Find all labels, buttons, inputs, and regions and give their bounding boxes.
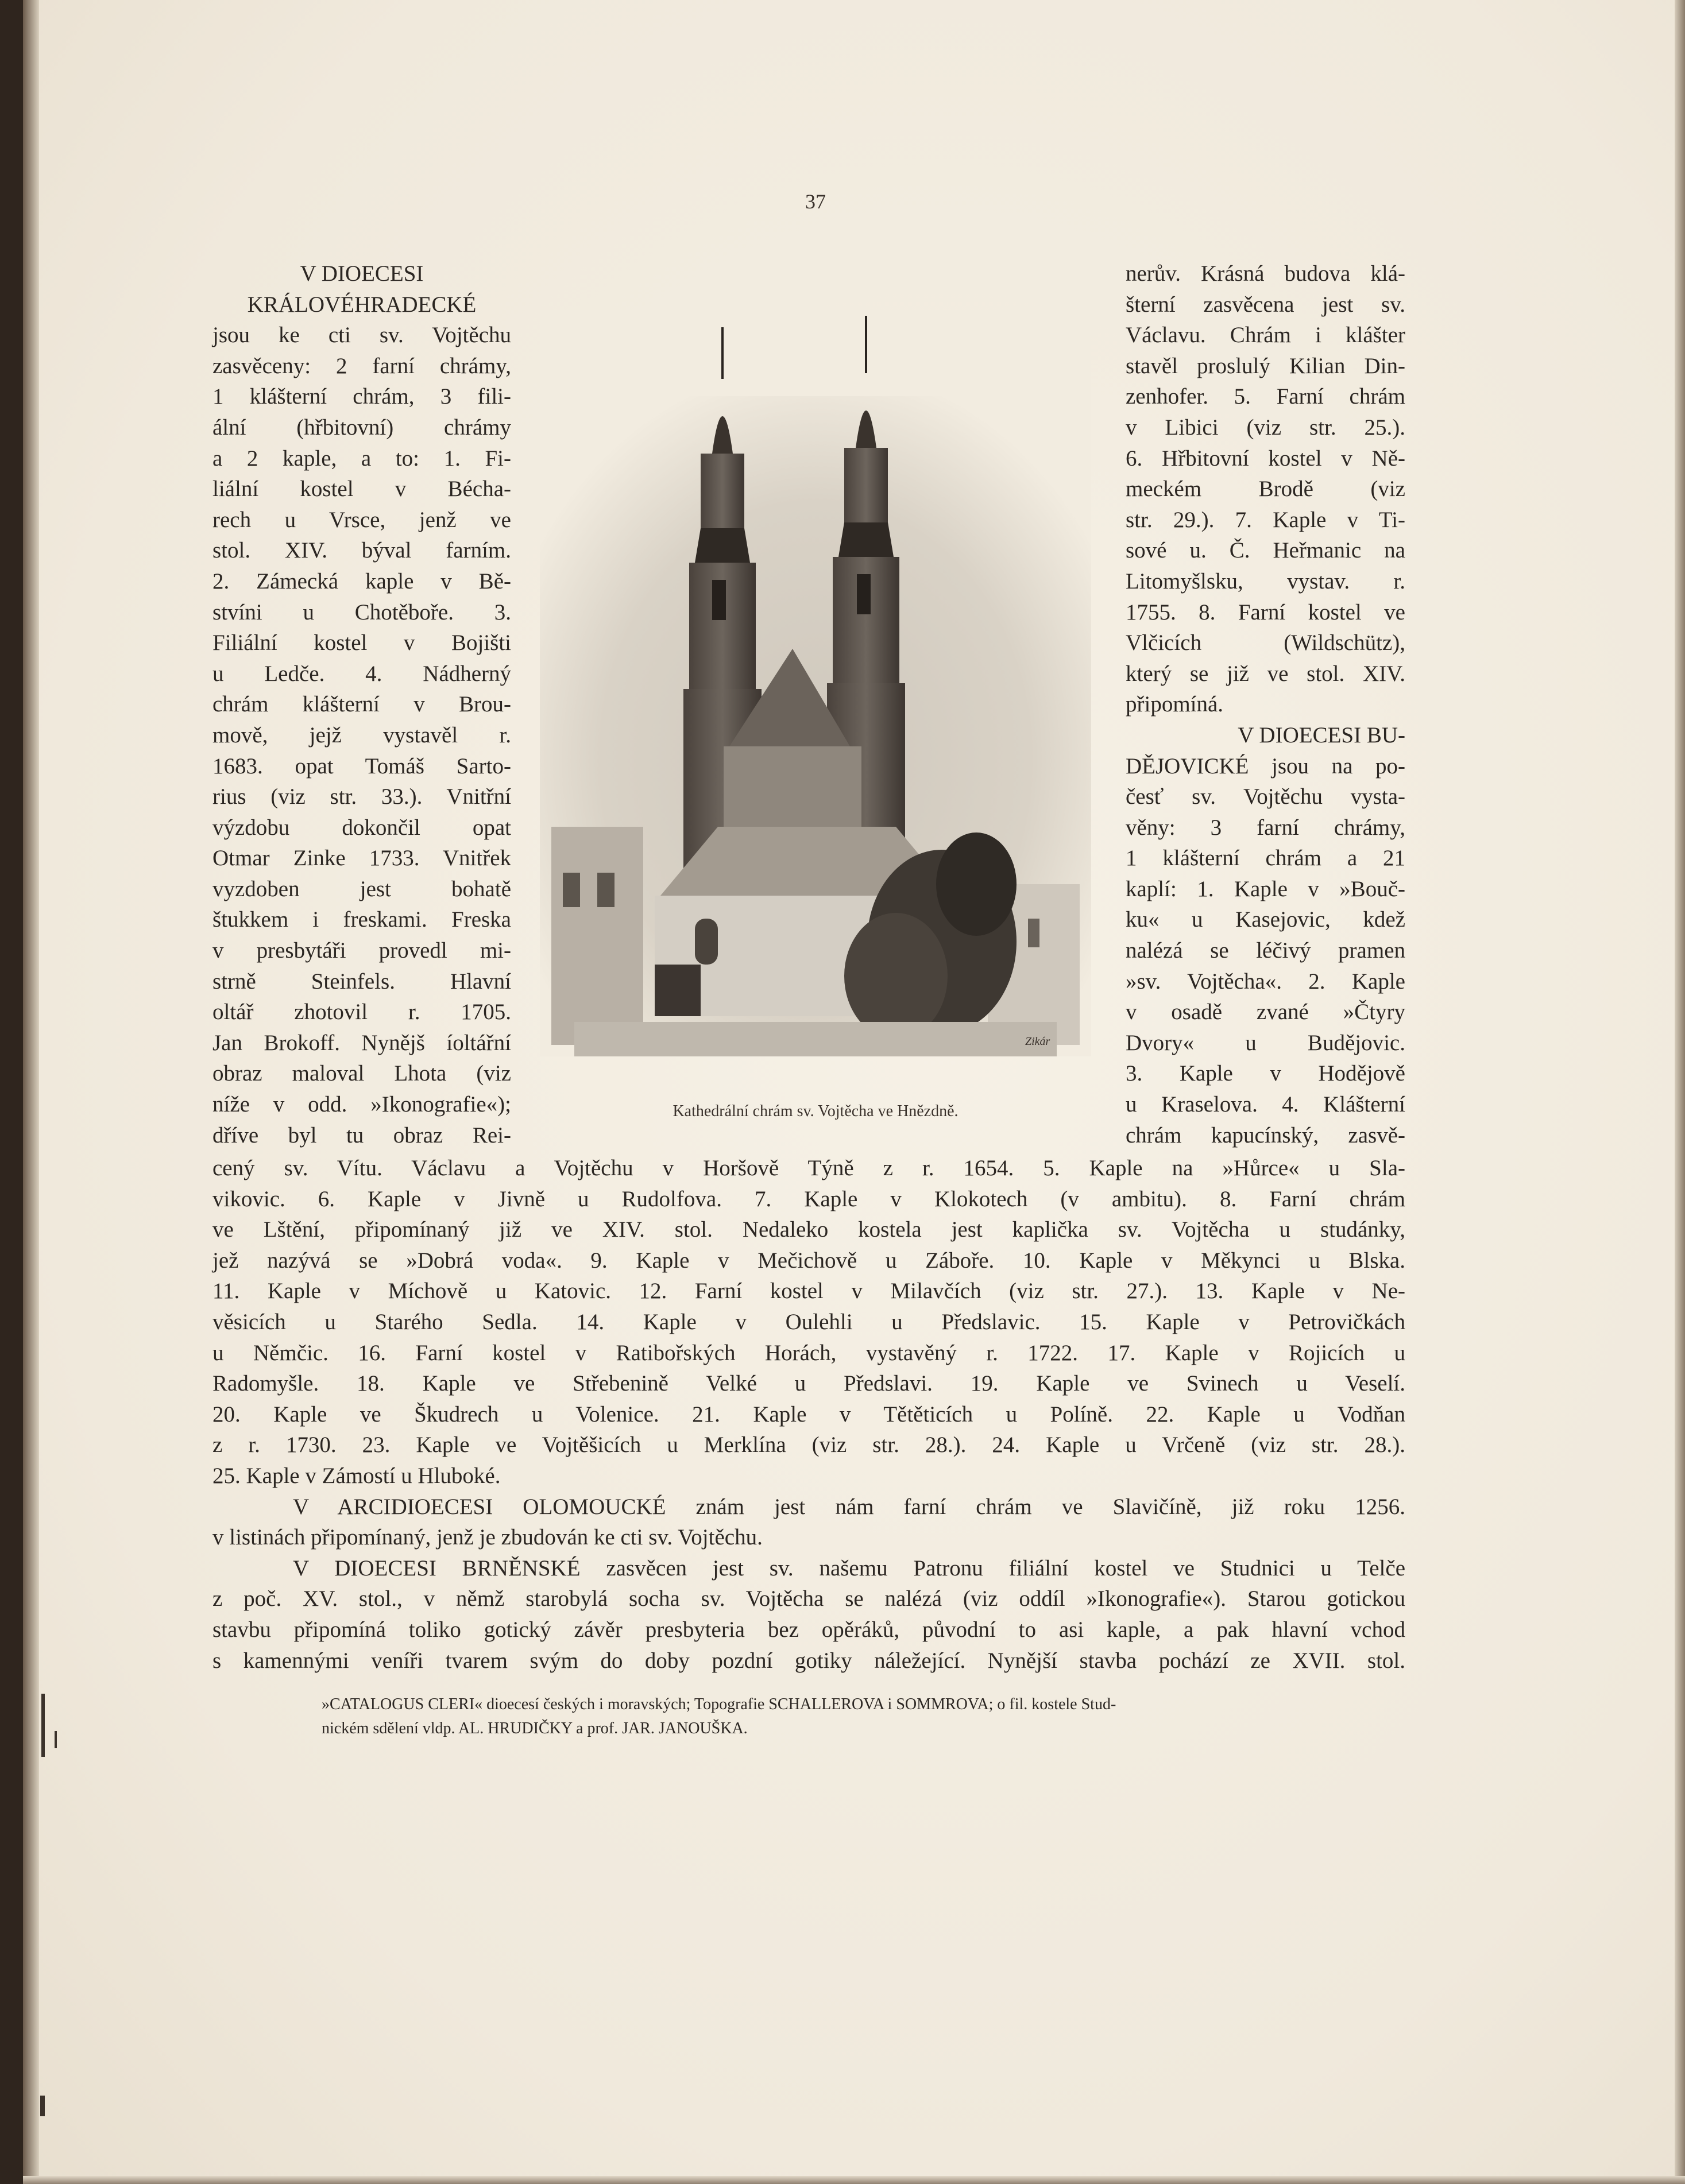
cathedral-illustration: [540, 310, 1091, 1056]
source-note: [322, 1693, 1407, 1741]
left-column-line: níže v odd. »Ikonografie«);: [212, 1092, 511, 1117]
cathedral-engraving: [540, 310, 1091, 1056]
page-bottom-edge: [23, 2176, 1685, 2184]
margin-mark: [55, 1731, 57, 1748]
left-column-line: rius (viz str. 33.). Vnitřní: [212, 784, 511, 810]
left-column-line: stol. XIV. býval farním.: [212, 538, 511, 563]
left-column-line: rech u Vrsce, jenž ve: [212, 507, 511, 532]
right-column-line: 1 klášterní chrám a 21: [1126, 846, 1405, 871]
main-text-line: cený sv. Vítu. Václavu a Vojtěchu v Horšově Týně z r. 1654. 5. Kaple na »Hůrce« u Sla-: [212, 1156, 1405, 1180]
left-column-line: stvíni u Chotěboře. 3.: [212, 599, 511, 625]
right-column-line: připomíná.: [1126, 692, 1224, 717]
right-column-line: chrám kapucínský, zasvě-: [1126, 1122, 1405, 1148]
right-column-line: »sv. Vojtěcha«. 2. Kaple: [1126, 969, 1405, 994]
right-column-line: šterní zasvěcena jest sv.: [1126, 292, 1405, 317]
right-column-line: sové u. Č. Heřmanic na: [1126, 538, 1405, 563]
margin-mark: [40, 2096, 45, 2116]
margin-mark: [41, 1694, 45, 1757]
left-column-line: v presbytáři provedl mi-: [212, 938, 511, 963]
main-text-line: jež nazývá se »Dobrá voda«. 9. Kaple v Mečichově u Záboře. 10. Kaple v Měkynci u Blska.: [212, 1248, 1405, 1273]
main-text-line: ve Lštění, připomínaný již ve XIV. stol. Nedaleko kostela jest kaplička sv. Vojtěcha u studánky,: [212, 1217, 1405, 1242]
right-column-line: nalézá se léčivý pramen: [1126, 938, 1405, 963]
right-column-line: zenhofer. 5. Farní chrám: [1126, 384, 1405, 409]
right-column-line: 1755. 8. Farní kostel ve: [1126, 599, 1405, 625]
figure-caption: Kathedrální chrám sv. Vojtěcha ve Hnězdně.: [673, 1102, 959, 1120]
right-column-line: Vlčicích (Wildschütz),: [1126, 630, 1405, 656]
right-column-line: 3. Kaple v Hodějově: [1126, 1061, 1405, 1086]
right-column-line: DĚJOVICKÉ jsou na po-: [1126, 753, 1405, 779]
right-column-line: česť sv. Vojtěchu vysta-: [1126, 784, 1405, 810]
left-column-line: obraz maloval Lhota (viz: [212, 1061, 511, 1086]
left-column-line: 1683. opat Tomáš Sarto-: [212, 753, 511, 779]
right-column-line: který se již ve stol. XIV.: [1126, 661, 1405, 686]
source-note-line: »CATALOGUS CLERI« dioecesí českých i moravských; Topografie SCHALLEROVA i SOMMROVA; o fil. kostele Stud-: [322, 1695, 1116, 1713]
right-column-line: V DIOECESI BU-: [1238, 722, 1405, 748]
left-column-line: V DIOECESI: [300, 261, 424, 286]
left-column-line: 2. Zámecká kaple v Bě-: [212, 568, 511, 594]
right-column-line: Litomyšlsku, vystav. r.: [1126, 568, 1405, 594]
left-column-line: strně Steinfels. Hlavní: [212, 969, 511, 994]
main-text-line: s kamennými veníři tvarem svým do doby pozdní gotiky náležející. Nynější stavba pochází ze XVII. stol.: [212, 1648, 1405, 1673]
page-number: 37: [805, 190, 826, 213]
left-column-line: KRÁLOVÉHRADECKÉ: [247, 292, 477, 317]
left-column-line: chrám klášterní v Brou-: [212, 692, 511, 717]
right-column-line: meckém Brodě (viz: [1126, 477, 1405, 502]
left-column-line: u Ledče. 4. Nádherný: [212, 661, 511, 686]
left-column-line: jsou ke cti sv. Vojtěchu: [212, 323, 511, 348]
right-column-line: stavěl proslulý Kilian Din-: [1126, 353, 1405, 378]
main-text-line: Radomyšle. 18. Kaple ve Střebenině Velké u Předslavi. 19. Kaple ve Svinech u Veselí.: [212, 1371, 1405, 1396]
right-column-line: kaplí: 1. Kaple v »Bouč-: [1126, 876, 1405, 901]
left-column-line: mově, jejž vystavěl r.: [212, 722, 511, 748]
left-column-line: 1 klášterní chrám, 3 fili-: [212, 384, 511, 409]
left-column-line: vyzdoben jest bohatě: [212, 876, 511, 901]
left-column-line: zasvěceny: 2 farní chrámy,: [212, 353, 511, 378]
page-right-edge: [1675, 0, 1685, 2184]
right-column-line: str. 29.). 7. Kaple v Ti-: [1126, 507, 1405, 532]
left-column-line: Otmar Zinke 1733. Vnitřek: [212, 846, 511, 871]
main-text-line: 20. Kaple ve Škudrech u Volenice. 21. Kaple v Tětěticích u Políně. 22. Kaple u Vodňan: [212, 1401, 1405, 1427]
source-note-line: nickém sdělení vldp. AL. HRUDIČKY a prof. JAR. JANOUŠKA.: [322, 1720, 748, 1737]
left-column-line: a 2 kaple, a to: 1. Fi-: [212, 446, 511, 471]
main-text-line: v listinách připomínaný, jenž je zbudován ke cti sv. Vojtěchu.: [212, 1525, 763, 1550]
artist-signature: Zikár: [1025, 1035, 1050, 1048]
main-text-line: u Němčic. 16. Farní kostel v Ratibořských Horách, vystavěný r. 1722. 17. Kaple v Rojicích u: [212, 1340, 1405, 1365]
left-text-column: [212, 258, 511, 1151]
right-column-line: ku« u Kasejovic, kdež: [1126, 907, 1405, 932]
right-column-line: 6. Hřbitovní kostel v Ně-: [1126, 446, 1405, 471]
right-column-line: věny: 3 farní chrámy,: [1126, 815, 1405, 840]
main-text-line: stavbu připomíná toliko gotický závěr presbyteria bez opěráků, původní to asi kaple, a pak hlavní vchod: [212, 1617, 1405, 1642]
right-column-line: v Libici (viz str. 25.).: [1126, 415, 1405, 440]
main-text-line: z poč. XV. stol., v němž starobylá socha sv. Vojtěcha se nalézá (viz oddíl »Ikonografie«). Starou gotickou: [212, 1586, 1405, 1612]
right-text-column: [1126, 258, 1405, 1151]
right-column-line: v osadě zvané »Čtyry: [1126, 1000, 1405, 1025]
left-column-line: Filiální kostel v Bojišti: [212, 630, 511, 656]
left-column-line: oltář zhotovil r. 1705.: [212, 1000, 511, 1025]
right-column-line: Václavu. Chrám i klášter: [1126, 323, 1405, 348]
main-text-line: 25. Kaple v Zámostí u Hluboké.: [212, 1463, 501, 1488]
right-column-line: nerův. Krásná budova klá-: [1126, 261, 1405, 286]
right-column-line: Dvory« u Budějovic.: [1126, 1030, 1405, 1055]
left-column-line: štukkem i freskami. Freska: [212, 907, 511, 932]
main-text-line: V DIOECESI BRNĚNSKÉ zasvěcen jest sv. našemu Patronu filiální kostel ve Studnici u Telče: [293, 1555, 1405, 1581]
page-spine-shadow: [23, 0, 39, 2184]
left-column-line: Jan Brokoff. Nynějš íoltářní: [212, 1030, 511, 1055]
left-column-line: výzdobu dokončil opat: [212, 815, 511, 840]
main-text-line: 11. Kaple v Míchově u Katovic. 12. Farní kostel v Milavčích (viz str. 27.). 13. Kaple v Ne-: [212, 1279, 1405, 1304]
main-text-line: V ARCIDIOECESI OLOMOUCKÉ znám jest nám farní chrám ve Slavičíně, již roku 1256.: [293, 1494, 1405, 1519]
left-column-line: liální kostel v Bécha-: [212, 477, 511, 502]
left-column-line: dříve byl tu obraz Rei-: [212, 1122, 511, 1148]
main-text-line: věsicích u Starého Sedla. 14. Kaple v Oulehli u Předslavic. 15. Kaple v Petrovičkách: [212, 1309, 1405, 1334]
main-text-block: [212, 1153, 1405, 1676]
main-text-line: vikovic. 6. Kaple v Jivně u Rudolfova. 7. Kaple v Klokotech (v ambitu). 8. Farní chrám: [212, 1186, 1405, 1211]
right-column-line: u Kraselova. 4. Klášterní: [1126, 1092, 1405, 1117]
main-text-line: z r. 1730. 23. Kaple ve Vojtěšicích u Merklína (viz str. 28.). 24. Kaple u Vrčeně (viz str. 28.).: [212, 1432, 1405, 1458]
left-column-line: ální (hřbitovní) chrámy: [212, 415, 511, 440]
